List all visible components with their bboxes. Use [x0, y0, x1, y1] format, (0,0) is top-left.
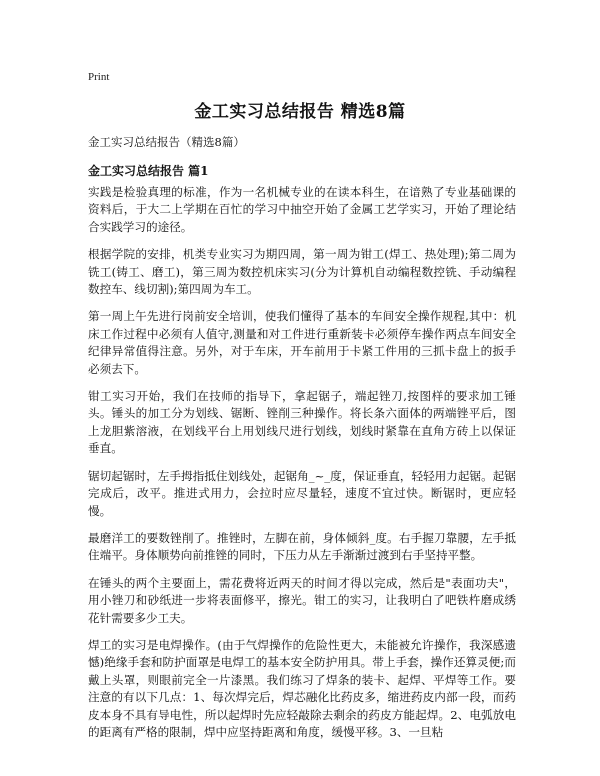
paragraph: 最磨洋工的要数锉削了。推锉时，左脚在前，身体倾斜_度。右手握刀靠腰，左手抵住端平。身体顺势向前推锉的同时，下压力从左手渐渐过渡到右手坚持平整。 [88, 530, 516, 563]
paragraph: 根据学院的安排，机类专业实习为期四周，第一周为钳工(焊工、热处理);第二周为铣工(铸工、磨工)，第三周为数控机床实习(分为计算机自动编程数控铣、手动编程数控车、线切割);第四周为车工。 [88, 247, 516, 297]
page-title: 金工实习总结报告 精选8篇 [194, 102, 406, 122]
paragraph: 钳工实习开始，我们在技师的指导下，拿起锯子，端起锉刀,按图样的要求加工锤头。锤头的加工分为划线、锯断、锉削三种操作。将长条六面体的两端锉平后，图上龙胆紫溶液，在划线平台上用划线尺进行划线，划线时紧靠在直角方砖上以保证垂直。 [88, 389, 516, 456]
paragraph: 第一周上午先进行岗前安全培训，使我们懂得了基本的车间安全操作规程,其中：机床工作过程中必须有人值守,测量和对工件进行重新装卡必须停车操作两点车间安全纪律异常值得注意。另外，对于车床，开车前用于卡紧工件用的三抓卡盘上的扳手必须去下。 [88, 309, 516, 376]
document-subtitle: 金工实习总结报告（精选8篇） [88, 135, 245, 149]
print-link[interactable]: Print [88, 71, 110, 83]
paragraph: 实践是检验真理的标准，作为一名机械专业的在读本科生，在谙熟了专业基础课的资料后，于大二上学期在百忙的学习中抽空开始了金属工艺学实习，开始了理论结合实践学习的途径。 [88, 185, 516, 234]
section-heading: 金工实习总结报告 篇1 [88, 164, 209, 178]
paragraph: 焊工的实习是电焊操作。(由于气焊操作的危险性更大，未能被允许操作，我深感遗憾)绝缘手套和防护面罩是电焊工的基本安全防护用具。带上手套，操作还算灵便;而戴上头罩，则眼前完全一片漆黑。我们练习了焊条的装卡、起焊、平焊等工作。要注意的有以下几点：1、每次焊完后，焊芯融化比药皮多，缩进药皮内部一段，而药皮本身不具有导电性，所以起焊时先应轻敲除去剩余的药皮方能起焊。2、电弧放电的距离有严格的限制，焊中应坚持距离和角度，缓慢平移。3、一旦粘 [88, 637, 516, 739]
paragraph: 锯切起锯时，左手拇指抵住划线处，起锯角_~_度，保证垂直，轻轻用力起锯。起锯完成后，改平。推进式用力，会拉时应尽量轻，速度不宜过快。断锯时，更应轻慢。 [88, 468, 516, 518]
paragraph: 在锤头的两个主要面上，需花费将近两天的时间才得以完成，然后是"表面功夫"，用小锉刀和砂纸进一步将表面修平，擦光。钳工的实习，让我明白了吧铁杵磨成绣花针需要多少工夫。 [88, 575, 516, 625]
article-body [88, 184, 516, 751]
